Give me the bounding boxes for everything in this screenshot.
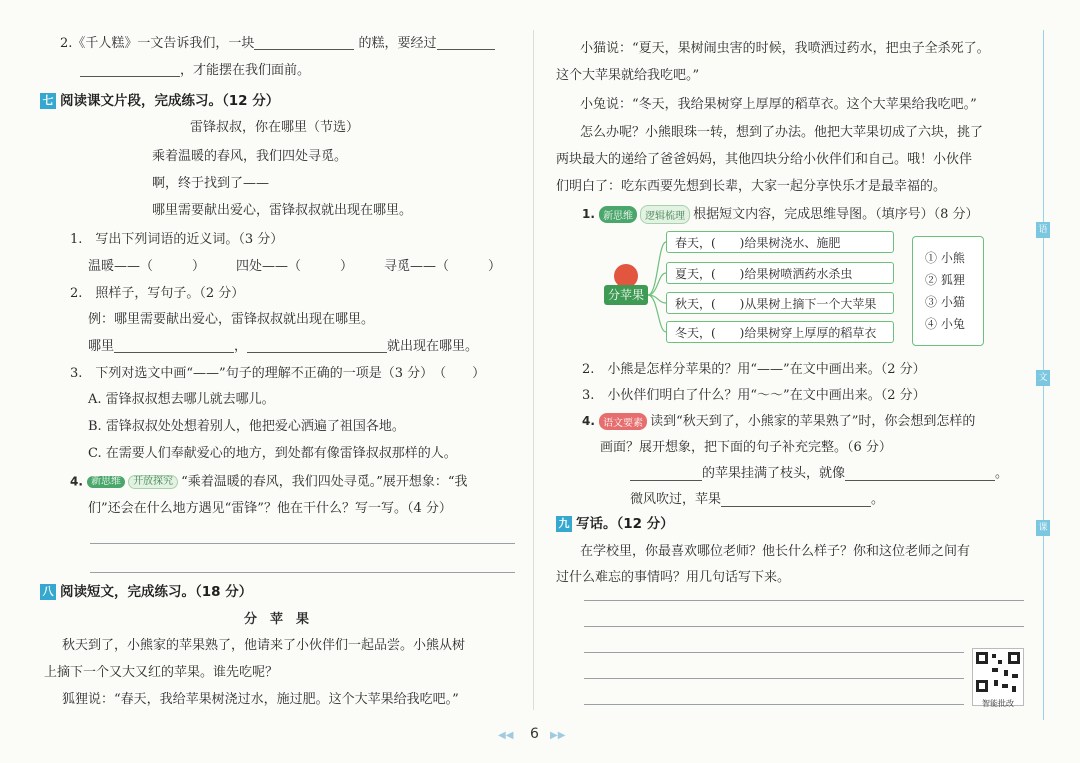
example-sentence: 例：哪里需要献出爱心，雷锋叔叔就出现在哪里。 — [88, 312, 375, 327]
story-line: 秋天到了，小熊家的苹果熟了，他请来了小伙伴们一起品尝。小熊从树 — [62, 638, 466, 653]
edge-tab: 文 — [1036, 370, 1050, 386]
fill-text: 的苹果挂满了枝头，就像 — [702, 466, 846, 481]
blank[interactable] — [80, 64, 180, 77]
writing-prompt: 过什么难忘的事情吗？用几句话写下来。 — [556, 570, 791, 585]
right-question-1 — [582, 203, 978, 224]
mind-map-node[interactable]: 夏天，( )给果树喷洒药水杀虫 — [666, 262, 894, 284]
fill-text: 微风吹过，苹果 — [630, 492, 722, 507]
synonym-item: 温暖——（ ） — [88, 259, 206, 274]
poem-line: 啊，终于找到了—— — [152, 176, 270, 191]
left-q2-line1 — [60, 37, 495, 50]
right-question-3: 3. 小伙伴们明白了什么？用“～～”在文中画出来。（2 分） — [582, 388, 926, 403]
synonym-item: 寻觅——（ ） — [384, 259, 502, 274]
story-title: 分 苹 果 — [244, 612, 310, 627]
section-8-heading — [40, 584, 252, 600]
blank[interactable] — [247, 340, 387, 353]
fill-text: ， — [234, 339, 248, 354]
new-thinking-badge: 新思维 — [87, 476, 125, 488]
story-line: 们明白了：吃东西要先想到长辈，大家一起分享快乐才是最幸福的。 — [556, 179, 947, 194]
story-line: 小兔说：“冬天，我给果树穿上厚厚的稻草衣。这个大苹果给我吃吧。” — [580, 97, 977, 112]
qr-label: 智能批改 — [982, 699, 1014, 708]
next-page-arrow-icon[interactable]: ▶▶ — [550, 730, 566, 741]
blank[interactable] — [254, 37, 354, 50]
fill-text: 。 — [871, 492, 885, 507]
section-7-title: 阅读课文片段，完成练习。（12 分） — [60, 93, 280, 109]
qr-code[interactable] — [972, 648, 1024, 706]
synonym-item: 四处——（ ） — [236, 259, 354, 274]
option-item: ④ 小兔 — [925, 317, 965, 331]
option-item: ③ 小猫 — [925, 295, 965, 309]
new-thinking-badge: 新思维 — [599, 206, 637, 223]
question-number: 4. — [70, 474, 83, 489]
left-q2-line2 — [80, 64, 310, 77]
qr-code-icon — [974, 650, 1022, 694]
fill-text: 。 — [995, 466, 1009, 481]
blank[interactable] — [721, 494, 871, 507]
sentence-fill — [88, 340, 478, 353]
column-divider — [533, 30, 534, 710]
question-text: “乘着温暖的春风，我们四处寻觅。”展开想象：“我 — [181, 474, 468, 490]
fill-text: 就出现在哪里。 — [387, 339, 479, 354]
edge-tab: 语 — [1036, 222, 1050, 238]
right-question-4 — [582, 410, 975, 430]
right-question-2: 2. 小熊是怎样分苹果的？用“——”在文中画出来。（2 分） — [582, 362, 926, 377]
logic-sorting-badge: 逻辑梳理 — [640, 205, 690, 224]
question-text: 根据短文内容，完成思维导图。（填序号）（8 分） — [693, 207, 979, 222]
poem-line: 乘着温暖的春风，我们四处寻觅。 — [152, 149, 348, 164]
mind-map-node[interactable]: 冬天，( )给果树穿上厚厚的稻草衣 — [666, 321, 894, 343]
story-line: 怎么办呢？小熊眼珠一转，想到了办法。他把大苹果切成了六块，挑了 — [580, 125, 984, 140]
question-number: 4. — [582, 414, 595, 428]
left-q2-text-b: 的糕，要经过 — [358, 36, 437, 51]
story-line: 这个大苹果就给我吃吧。” — [556, 68, 700, 83]
page-number: 6 — [530, 726, 539, 742]
section-8-number: 八 — [40, 584, 56, 600]
writing-prompt: 在学校里，你最喜欢哪位老师？他长什么样子？你和这位老师之间有 — [580, 544, 971, 559]
question-text: 读到“秋天到了，小熊家的苹果熟了”时，你会想到怎样的 — [650, 414, 976, 429]
answer-line[interactable] — [584, 704, 964, 705]
section-9-title: 写话。（12 分） — [576, 516, 674, 532]
option-item: ① 小熊 — [925, 251, 965, 265]
sentence-fill — [630, 462, 1008, 481]
question-number: 1. — [582, 207, 595, 221]
question-text: 画面？展开想象，把下面的句子补充完整。（6 分） — [600, 440, 892, 455]
answer-line[interactable] — [584, 626, 1024, 627]
poem-title: 雷锋叔叔，你在哪里（节选） — [190, 120, 360, 135]
left-question-3: 3. 下列对选文中画“——”句子的理解不正确的一项是（3 分） （ ） — [70, 366, 486, 381]
section-8-title: 阅读短文，完成练习。（18 分） — [60, 584, 253, 600]
story-line: 小猫说：“夏天，果树闹虫害的时候，我喷洒过药水，把虫子全杀死了。 — [580, 41, 990, 56]
left-question-2: 2. 照样子，写句子。（2 分） — [70, 286, 245, 301]
left-question-4 — [70, 475, 468, 489]
option-item: ② 狐狸 — [925, 273, 965, 287]
prev-page-arrow-icon[interactable]: ◀◀ — [498, 730, 514, 741]
answer-line[interactable] — [584, 652, 964, 653]
section-7-heading — [40, 93, 279, 109]
choice-option[interactable]: B. 雷锋叔叔处处想着别人，他把爱心洒遍了祖国各地。 — [88, 419, 405, 434]
answer-line[interactable] — [90, 572, 515, 573]
sentence-fill — [630, 488, 884, 507]
choice-option[interactable]: C. 在需要人们奉献爱心的地方，到处都有像雷锋叔叔那样的人。 — [88, 446, 457, 461]
left-q2-text-c: ，才能摆在我们面前。 — [180, 63, 311, 78]
mind-map-options — [912, 236, 984, 346]
blank[interactable] — [630, 468, 702, 481]
section-9-heading — [556, 512, 674, 532]
mind-map-node[interactable]: 春天，( )给果树浇水、施肥 — [666, 231, 894, 253]
section-9-number: 九 — [556, 516, 572, 532]
answer-line[interactable] — [584, 600, 1024, 601]
choice-option[interactable]: A. 雷锋叔叔想去哪儿就去哪儿。 — [88, 392, 275, 407]
section-7-number: 七 — [40, 93, 56, 109]
poem-line: 哪里需要献出爱心，雷锋叔叔就出现在哪里。 — [152, 203, 413, 218]
left-q2-text-a: 2.《千人糕》一文告诉我们，一块 — [60, 36, 255, 51]
mind-map-node[interactable]: 秋天，( )从果树上摘下一个大苹果 — [666, 292, 894, 314]
open-explore-badge: 开放探究 — [128, 475, 178, 489]
language-element-badge: 语文要素 — [599, 413, 647, 430]
question-text: 们”还会在什么地方遇见“雷锋”？他在干什么？写一写。（4 分） — [88, 501, 452, 516]
blank[interactable] — [845, 468, 995, 481]
edge-tab: 课 — [1036, 520, 1050, 536]
blank[interactable] — [114, 340, 234, 353]
answer-line[interactable] — [90, 543, 515, 544]
story-line: 上摘下一个又大又红的苹果。谁先吃呢？ — [44, 665, 279, 680]
blank[interactable] — [437, 37, 495, 50]
story-line: 狐狸说：“春天，我给苹果树浇过水，施过肥。这个大苹果给我吃吧。” — [62, 692, 459, 707]
answer-line[interactable] — [584, 678, 964, 679]
left-question-1: 1. 写出下列词语的近义词。（3 分） — [70, 232, 284, 247]
mind-map-root: 分苹果 — [604, 285, 648, 305]
story-line: 两块最大的递给了爸爸妈妈，其他四块分给小伙伴们和自己。哦！小伙伴 — [556, 152, 973, 167]
fill-text: 哪里 — [88, 339, 115, 354]
